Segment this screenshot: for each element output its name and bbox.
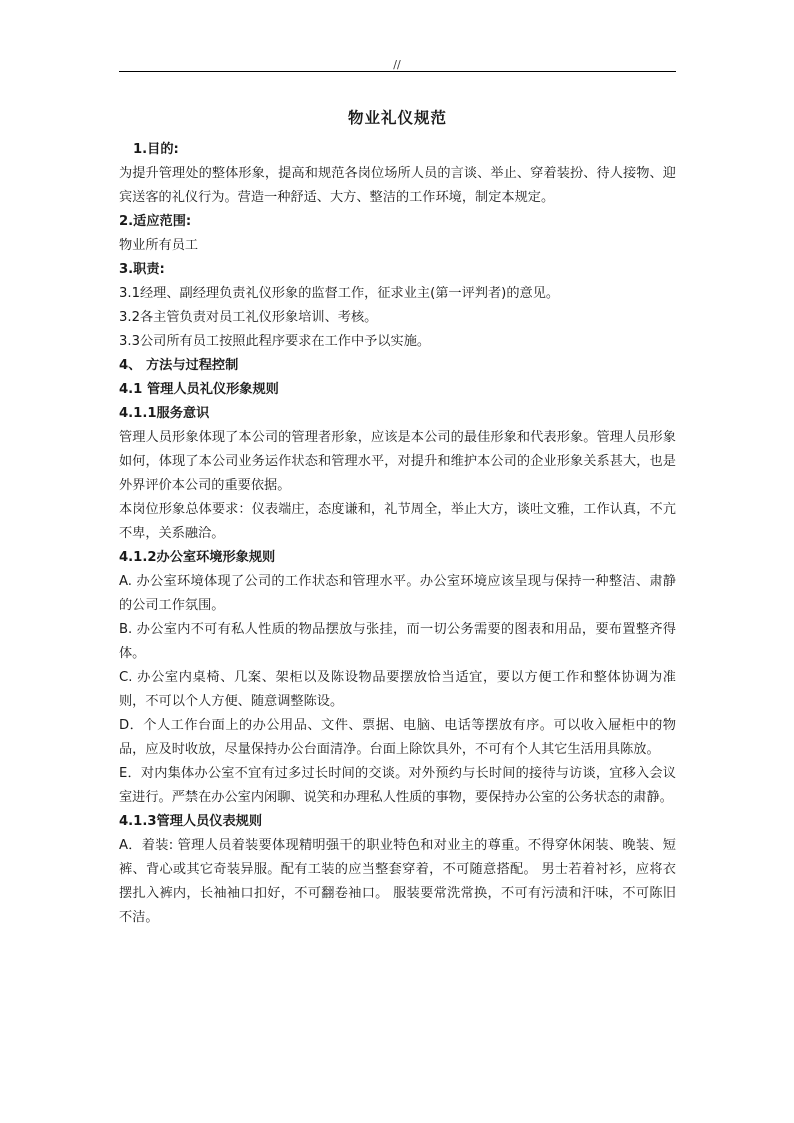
section-1-heading: 1.目的:	[133, 142, 179, 157]
section-4-1-2-heading: 4.1.2办公室环境形象规则	[119, 550, 276, 565]
document-body	[119, 104, 676, 930]
section-3-item: 3.1经理、副经理负责礼仪形象的监督工作，征求业主(第一评判者)的意见。	[119, 286, 560, 301]
section-2-heading: 2.适应范围:	[119, 214, 192, 229]
section-1-text: 为提升管理处的整体形象，提高和规范各岗位场所人员的言谈、举止、穿着装扮、待人接物、迎宾送客的礼仪行为。营造一种舒适、大方、整洁的工作环境，制定本规定。	[119, 166, 676, 205]
section-3-heading: 3.职责:	[119, 262, 165, 277]
section-4-1-3-paragraph: A．着装: 管理人员着装要体现精明强干的职业特色和对业主的尊重。不得穿休闲装、晚装、短裤、背心或其它奇装异服。配有工装的应当整套穿着，不可随意搭配。 男士若着衬衫，应将衣摆扎入裤内，长袖袖口扣好，不可翻卷袖口。 服装要常洗常换，不可有污渍和汗味，不可陈旧不洁。	[119, 838, 676, 925]
section-4-1-1-paragraph: 管理人员形象体现了本公司的管理者形象，应该是本公司的最佳形象和代表形象。管理人员形象如何，体现了本公司业务运作状态和管理水平，对提升和维护本公司的企业形象关系甚大，也是外界评价本公司的重要依据。	[119, 430, 676, 493]
section-4-1-3-heading: 4.1.3管理人员仪表规则	[119, 814, 263, 829]
section-4-1-heading: 4.1 管理人员礼仪形象规则	[119, 382, 279, 397]
section-4-heading: 4、 方法与过程控制	[119, 358, 239, 373]
section-4-1-2-item: E．对内集体办公室不宜有过多过长时间的交谈。对外预约与长时间的接待与访谈，宜移入会议室进行。严禁在办公室内闲聊、说笑和办理私人性质的事物，要保持办公室的公务状态的肃静。	[119, 766, 676, 805]
header-mark: //	[393, 58, 401, 71]
section-4-1-2-item: C. 办公室内桌椅、几案、架柜以及陈设物品要摆放恰当适宜，要以方便工作和整体协调为准则，不可以个人方便、随意调整陈设。	[119, 670, 676, 709]
section-2-text: 物业所有员工	[119, 238, 199, 253]
section-4-1-1-heading: 4.1.1服务意识	[119, 406, 210, 421]
section-4-1-2-item: B. 办公室内不可有私人性质的物品摆放与张挂，而一切公务需要的图表和用品，要布置整齐得体。	[119, 622, 676, 661]
section-4-1-2-item: D．个人工作台面上的办公用品、文件、票据、电脑、电话等摆放有序。可以收入屉柜中的物品，应及时收放，尽量保持办公台面清净。台面上除饮具外，不可有个人其它生活用具陈放。	[119, 718, 676, 757]
section-3-item: 3.2各主管负责对员工礼仪形象培训、考核。	[119, 310, 378, 325]
header-rule	[119, 71, 676, 72]
section-3-item: 3.3公司所有员工按照此程序要求在工作中予以实施。	[119, 334, 431, 349]
section-4-1-2-item: A. 办公室环境体现了公司的工作状态和管理水平。办公室环境应该呈现与保持一种整洁、肃静的公司工作氛围。	[119, 574, 676, 613]
section-4-1-1-paragraph: 本岗位形象总体要求：仪表端庄，态度谦和，礼节周全，举止大方，谈吐文雅，工作认真，不亢不卑，关系融洽。	[119, 502, 676, 541]
document-title: 物业礼仪规范	[347, 109, 447, 127]
